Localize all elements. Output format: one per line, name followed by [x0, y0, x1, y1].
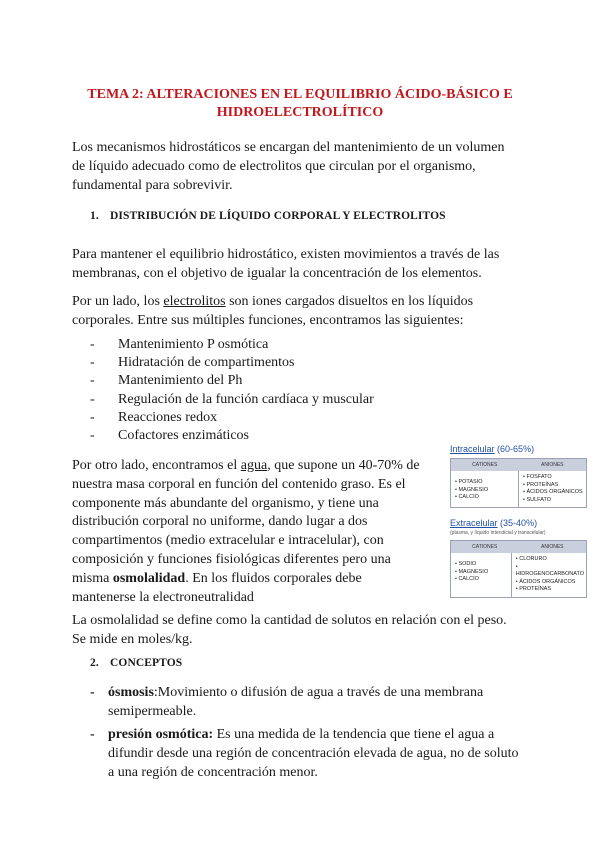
title-line-2: HIDROELECTROLÍTICO: [216, 105, 384, 120]
intracellular-anions: • FOSFATO • PROTEÍNAS • ÁCIDOS ORGÁNICOS • SULFATO: [518, 471, 586, 507]
electrolitos-term: electrolitos: [163, 294, 226, 309]
paragraph-water: Por otro lado, encontramos el agua, que supone un 40-70% de nuestra masa corporal en función del contenido graso. Es el componente más abundante del organismo, y tiene una distribución corporal no uniforme, dando lugar a dos compartimentos (medio extracelular e intracelular), con composición y funciones fisiológicas diferentes pero una misma osmolalidad. En los fluidos corporales debe mantenerse la electroneutralidad: [72, 458, 420, 605]
extracellular-table: [450, 540, 587, 598]
list-item: - Hidratación de compartimentos: [90, 354, 374, 372]
title-line-1: TEMA 2: ALTERACIONES EN EL EQUILIBRIO ÁCIDO-BÁSICO E: [87, 87, 513, 102]
table-header-anions: ANIONES: [540, 462, 564, 468]
intracellular-cations: • POTASIO • MAGNESIO • CALCIO: [455, 479, 489, 500]
list-item: - Mantenimiento P osmótica: [90, 336, 374, 354]
list-item: - Mantenimiento del Ph: [90, 372, 374, 390]
table-header-anions: ANIONES: [540, 544, 564, 550]
table-header-cations: CATIONES: [472, 462, 498, 468]
list-item: - Reacciones redox: [90, 409, 374, 427]
intro-paragraph: Los mecanismos hidrostáticos se encargan del mantenimiento de un volumen de líquido adecuado como de electrolitos que circulan por el organismo, fundamental para sobrevivir.: [72, 140, 505, 193]
agua-term: agua: [240, 458, 268, 473]
extracellular-subtitle: (plasma, y líquido intersticial y transcelular): [450, 530, 546, 536]
ion-composition-figure: [445, 444, 587, 596]
paragraph-equilibrium: Para mantener el equilibrio hidrostático, existen movimientos a través de las membranas, con el objetivo de igualar la concentración de los elementos.: [72, 247, 500, 281]
section-2-heading: 2. CONCEPTOS: [90, 657, 183, 669]
list-item: - Cofactores enzimáticos: [90, 427, 374, 445]
extracellular-heading: Extracelular (35-40%): [450, 518, 538, 528]
extracellular-cations: • SODIO • MAGNESIO • CALCIO: [455, 561, 489, 582]
concept-osmosis: - ósmosis:Movimiento o difusión de agua a través de una membrana semipermeable.: [90, 683, 528, 721]
list-item: - Regulación de la función cardíaca y muscular: [90, 391, 374, 409]
paragraph-electrolytes: Por un lado, los electrolitos son iones cargados disueltos en los líquidos corporales. Entre sus múltiples funciones, encontramos las siguientes:: [72, 294, 474, 328]
page-title: [72, 86, 528, 122]
functions-list: [90, 336, 374, 445]
concepts-list: [90, 683, 528, 786]
paragraph-osmolality: La osmolalidad se define como la cantidad de solutos en relación con el peso. Se mide en moles/kg.: [72, 613, 507, 647]
extracellular-anions: • CLORURO • HIDROGENOCARBONATO • ÁCIDOS ORGÁNICOS • PROTEÍNAS: [511, 553, 586, 597]
osmolalidad-term: osmolalidad: [112, 570, 186, 586]
table-header-cations: CATIONES: [472, 544, 498, 550]
intracellular-heading: Intracelular (60-65%): [450, 444, 535, 454]
section-1-heading: 1. DISTRIBUCIÓN DE LÍQUIDO CORPORAL Y ELECTROLITOS: [90, 210, 446, 222]
intracellular-table: [450, 458, 587, 508]
concept-osmotic-pressure: - presión osmótica: Es una medida de la tendencia que tiene el agua a difundir desde una región de concentración elevada de agua, no de soluto a una región de concentración menor.: [90, 725, 528, 782]
